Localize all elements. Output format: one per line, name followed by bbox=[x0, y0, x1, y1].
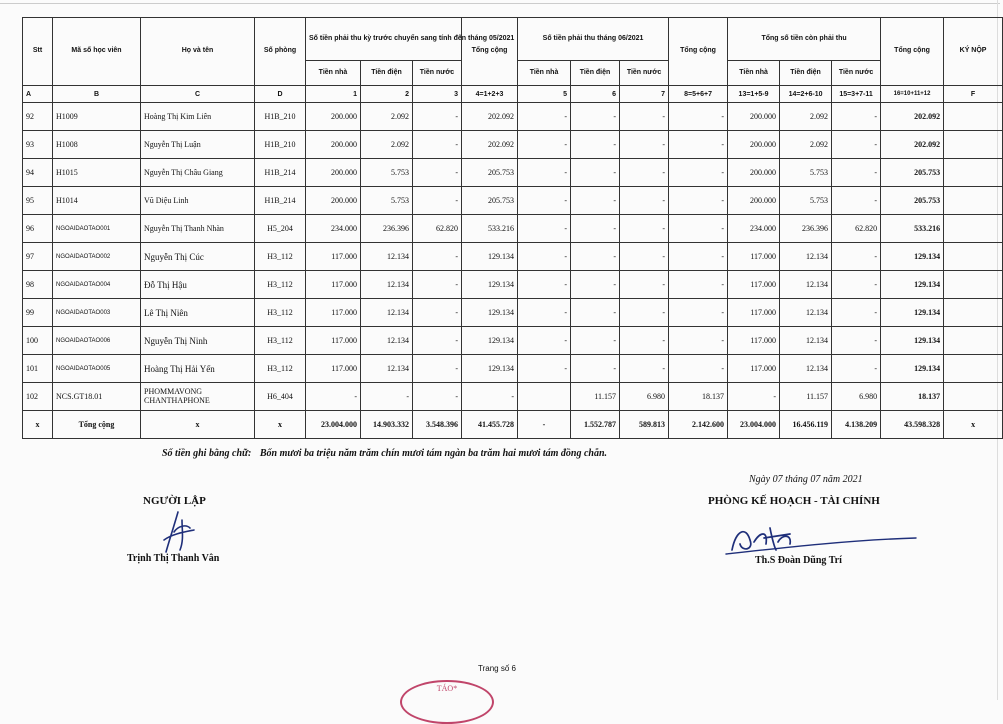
cell-name: Nguyễn Thị Cúc bbox=[141, 243, 255, 271]
cell-t1: 205.753 bbox=[462, 187, 518, 215]
table-row bbox=[23, 103, 1003, 131]
cell-c15: - bbox=[832, 271, 881, 299]
cell-c13: - bbox=[728, 383, 780, 411]
total-cell-c5: - bbox=[518, 411, 571, 439]
cell-c2: 12.134 bbox=[361, 355, 413, 383]
cell-t3: 129.134 bbox=[881, 327, 944, 355]
cell-stt: 95 bbox=[23, 187, 53, 215]
cell-c14: 12.134 bbox=[780, 327, 832, 355]
cell-t3: 205.753 bbox=[881, 159, 944, 187]
cell-c14: 11.157 bbox=[780, 383, 832, 411]
cell-sign bbox=[944, 383, 1003, 411]
cell-code: H1008 bbox=[53, 131, 141, 159]
cell-code: H1014 bbox=[53, 187, 141, 215]
cell-c13: 117.000 bbox=[728, 299, 780, 327]
cell-code: NGOAIDAOTAO001 bbox=[53, 215, 141, 243]
cell-c5: - bbox=[518, 131, 571, 159]
index-cell: 4=1+2+3 bbox=[462, 86, 518, 103]
cell-c5: - bbox=[518, 271, 571, 299]
index-cell: A bbox=[23, 86, 53, 103]
cell-c5: - bbox=[518, 187, 571, 215]
cell-t1: - bbox=[462, 383, 518, 411]
cell-c7: - bbox=[620, 159, 669, 187]
cell-c13: 117.000 bbox=[728, 271, 780, 299]
index-cell: 2 bbox=[361, 86, 413, 103]
cell-stt: 98 bbox=[23, 271, 53, 299]
index-cell: C bbox=[141, 86, 255, 103]
cell-c6: - bbox=[571, 327, 620, 355]
cell-c15: 62.820 bbox=[832, 215, 881, 243]
cell-c15: - bbox=[832, 355, 881, 383]
cell-name: Hoàng Thị Kim Liên bbox=[141, 103, 255, 131]
cell-t1: 533.216 bbox=[462, 215, 518, 243]
cell-c5: - bbox=[518, 159, 571, 187]
sub-water: Tiền nước bbox=[413, 61, 462, 86]
index-cell: 5 bbox=[518, 86, 571, 103]
cell-c1: 200.000 bbox=[306, 131, 361, 159]
sub-electric: Tiền điện bbox=[571, 61, 620, 86]
cell-c13: 200.000 bbox=[728, 187, 780, 215]
department-title: PHÒNG KẾ HOẠCH - TÀI CHÍNH bbox=[708, 495, 880, 507]
department-signature-icon bbox=[720, 520, 920, 560]
cell-c6: - bbox=[571, 103, 620, 131]
index-cell: D bbox=[255, 86, 306, 103]
cell-c6: - bbox=[571, 271, 620, 299]
cell-room: H1B_214 bbox=[255, 187, 306, 215]
cell-t2: - bbox=[669, 215, 728, 243]
cell-sign bbox=[944, 327, 1003, 355]
table-row bbox=[23, 327, 1003, 355]
sub-rent: Tiền nhà bbox=[728, 61, 780, 86]
cell-t1: 129.134 bbox=[462, 271, 518, 299]
cell-t1: 129.134 bbox=[462, 355, 518, 383]
cell-c3: - bbox=[413, 131, 462, 159]
cell-room: H1B_210 bbox=[255, 131, 306, 159]
cell-c5: - bbox=[518, 243, 571, 271]
cell-name: Nguyễn Thị Luận bbox=[141, 131, 255, 159]
cell-sign bbox=[944, 355, 1003, 383]
cell-c15: - bbox=[832, 159, 881, 187]
total-cell-c6: 1.552.787 bbox=[571, 411, 620, 439]
cell-c1: 117.000 bbox=[306, 271, 361, 299]
total-cell-x1: x bbox=[141, 411, 255, 439]
department-head-name: Th.S Đoàn Dũng Trí bbox=[755, 555, 842, 566]
cell-t1: 129.134 bbox=[462, 327, 518, 355]
header-row-1 bbox=[23, 18, 1003, 61]
cell-stt: 101 bbox=[23, 355, 53, 383]
cell-c15: - bbox=[832, 131, 881, 159]
cell-c1: 117.000 bbox=[306, 299, 361, 327]
amount-in-words bbox=[162, 448, 607, 459]
col-total-1: Tổng cộng bbox=[462, 18, 518, 86]
col-room: Số phòng bbox=[255, 18, 306, 86]
cell-c3: - bbox=[413, 327, 462, 355]
cell-sign bbox=[944, 159, 1003, 187]
total-cell-sign: x bbox=[944, 411, 1003, 439]
page-number: Trang số 6 bbox=[478, 664, 516, 673]
cell-c14: 2.092 bbox=[780, 103, 832, 131]
index-cell: 14=2+6-10 bbox=[780, 86, 832, 103]
cell-c15: - bbox=[832, 299, 881, 327]
cell-t3: 129.134 bbox=[881, 243, 944, 271]
cell-c5 bbox=[518, 383, 571, 411]
cell-c7: 6.980 bbox=[620, 383, 669, 411]
cell-c6: - bbox=[571, 299, 620, 327]
cell-sign bbox=[944, 103, 1003, 131]
cell-c14: 5.753 bbox=[780, 187, 832, 215]
cell-c7: - bbox=[620, 103, 669, 131]
cell-c14: 12.134 bbox=[780, 271, 832, 299]
cell-t2: - bbox=[669, 299, 728, 327]
cell-c15: 6.980 bbox=[832, 383, 881, 411]
cell-sign bbox=[944, 299, 1003, 327]
cell-room: H1B_210 bbox=[255, 103, 306, 131]
cell-t3: 129.134 bbox=[881, 355, 944, 383]
cell-c15: - bbox=[832, 327, 881, 355]
cell-room: H3_112 bbox=[255, 327, 306, 355]
cell-name: Nguyễn Thị Châu Giang bbox=[141, 159, 255, 187]
cell-name: Nguyễn Thị Ninh bbox=[141, 327, 255, 355]
cell-c6: - bbox=[571, 159, 620, 187]
cell-c5: - bbox=[518, 299, 571, 327]
total-cell-c1: 23.004.000 bbox=[306, 411, 361, 439]
cell-c14: 12.134 bbox=[780, 243, 832, 271]
cell-code: H1015 bbox=[53, 159, 141, 187]
cell-t1: 202.092 bbox=[462, 131, 518, 159]
cell-room: H5_204 bbox=[255, 215, 306, 243]
sub-rent: Tiền nhà bbox=[518, 61, 571, 86]
cell-c15: - bbox=[832, 243, 881, 271]
total-cell-t1: 41.455.728 bbox=[462, 411, 518, 439]
table-row bbox=[23, 187, 1003, 215]
cell-c2: 12.134 bbox=[361, 271, 413, 299]
index-cell: 15=3+7-11 bbox=[832, 86, 881, 103]
cell-t2: - bbox=[669, 131, 728, 159]
cell-c6: 11.157 bbox=[571, 383, 620, 411]
index-row bbox=[23, 86, 1003, 103]
cell-sign bbox=[944, 131, 1003, 159]
cell-stt: 99 bbox=[23, 299, 53, 327]
cell-c14: 2.092 bbox=[780, 131, 832, 159]
amount-in-words-value: Bốn mươi ba triệu năm trăm chín mươi tám ngàn ba trăm hai mươi tám đồng chẵn. bbox=[259, 448, 608, 459]
cell-c3: - bbox=[413, 299, 462, 327]
cell-stt: 100 bbox=[23, 327, 53, 355]
group-outstanding: Tổng số tiền còn phải thu bbox=[728, 18, 881, 61]
cell-c2: 12.134 bbox=[361, 299, 413, 327]
index-cell: 1 bbox=[306, 86, 361, 103]
cell-c1: 117.000 bbox=[306, 243, 361, 271]
cell-c1: 117.000 bbox=[306, 327, 361, 355]
cell-t2: - bbox=[669, 243, 728, 271]
total-cell-t2: 2.142.600 bbox=[669, 411, 728, 439]
cell-t3: 202.092 bbox=[881, 103, 944, 131]
index-cell: B bbox=[53, 86, 141, 103]
index-cell: F bbox=[944, 86, 1003, 103]
table-row bbox=[23, 355, 1003, 383]
cell-c3: - bbox=[413, 355, 462, 383]
cell-c2: 5.753 bbox=[361, 187, 413, 215]
cell-c14: 5.753 bbox=[780, 159, 832, 187]
cell-code: H1009 bbox=[53, 103, 141, 131]
cell-name: Hoàng Thị Hải Yến bbox=[141, 355, 255, 383]
col-signature: KÝ NỘP bbox=[944, 18, 1003, 86]
cell-c3: - bbox=[413, 243, 462, 271]
total-cell-c14: 16.456.119 bbox=[780, 411, 832, 439]
col-stt: Stt bbox=[23, 18, 53, 86]
index-cell: 16=10+11+12 bbox=[881, 86, 944, 103]
cell-t3: 205.753 bbox=[881, 187, 944, 215]
cell-c1: 234.000 bbox=[306, 215, 361, 243]
cell-t2: - bbox=[669, 271, 728, 299]
cell-c7: - bbox=[620, 271, 669, 299]
cell-c6: - bbox=[571, 243, 620, 271]
cell-t2: - bbox=[669, 187, 728, 215]
cell-c7: - bbox=[620, 131, 669, 159]
cell-name: Nguyễn Thị Thanh Nhàn bbox=[141, 215, 255, 243]
cell-t2: - bbox=[669, 327, 728, 355]
cell-c15: - bbox=[832, 103, 881, 131]
cell-c1: 117.000 bbox=[306, 355, 361, 383]
cell-c13: 234.000 bbox=[728, 215, 780, 243]
cell-code: NGOAIDAOTAO003 bbox=[53, 299, 141, 327]
cell-t2: - bbox=[669, 103, 728, 131]
cell-c3: - bbox=[413, 271, 462, 299]
cell-t3: 129.134 bbox=[881, 271, 944, 299]
cell-c3: - bbox=[413, 103, 462, 131]
cell-code: NGOAIDAOTAO004 bbox=[53, 271, 141, 299]
cell-name: Vũ Diệu Linh bbox=[141, 187, 255, 215]
cell-t1: 129.134 bbox=[462, 243, 518, 271]
total-cell-c15: 4.138.209 bbox=[832, 411, 881, 439]
cell-stt: 96 bbox=[23, 215, 53, 243]
cell-c7: - bbox=[620, 327, 669, 355]
cell-c7: - bbox=[620, 355, 669, 383]
stamp-icon: TÁO* bbox=[400, 680, 494, 724]
cell-t3: 533.216 bbox=[881, 215, 944, 243]
cell-c2: 2.092 bbox=[361, 103, 413, 131]
index-cell: 3 bbox=[413, 86, 462, 103]
sub-electric: Tiền điện bbox=[780, 61, 832, 86]
cell-room: H3_112 bbox=[255, 299, 306, 327]
cell-c6: - bbox=[571, 131, 620, 159]
total-cell-stt: x bbox=[23, 411, 53, 439]
cell-c1: - bbox=[306, 383, 361, 411]
cell-stt: 93 bbox=[23, 131, 53, 159]
cell-c2: 2.092 bbox=[361, 131, 413, 159]
total-row bbox=[23, 411, 1003, 439]
cell-c1: 200.000 bbox=[306, 187, 361, 215]
sub-electric: Tiền điện bbox=[361, 61, 413, 86]
cell-c13: 200.000 bbox=[728, 131, 780, 159]
cell-room: H3_112 bbox=[255, 243, 306, 271]
cell-code: NGOAIDAOTAO002 bbox=[53, 243, 141, 271]
cell-c6: - bbox=[571, 215, 620, 243]
cell-room: H3_112 bbox=[255, 271, 306, 299]
cell-t2: - bbox=[669, 159, 728, 187]
cell-c3: - bbox=[413, 187, 462, 215]
cell-c6: - bbox=[571, 187, 620, 215]
cell-name: PHOMMAVONG CHANTHAPHONE bbox=[141, 383, 255, 411]
cell-c5: - bbox=[518, 215, 571, 243]
cell-c2: 12.134 bbox=[361, 243, 413, 271]
cell-t3: 129.134 bbox=[881, 299, 944, 327]
index-cell: 7 bbox=[620, 86, 669, 103]
cell-c3: 62.820 bbox=[413, 215, 462, 243]
cell-c7: - bbox=[620, 187, 669, 215]
total-cell-c3: 3.548.396 bbox=[413, 411, 462, 439]
group-june: Số tiền phải thu tháng 06/2021 bbox=[518, 18, 669, 61]
cell-c6: - bbox=[571, 355, 620, 383]
cell-sign bbox=[944, 243, 1003, 271]
cell-c14: 12.134 bbox=[780, 299, 832, 327]
col-student-code: Mã số học viên bbox=[53, 18, 141, 86]
table-row bbox=[23, 299, 1003, 327]
cell-room: H3_112 bbox=[255, 355, 306, 383]
group-previous-period: Số tiền phải thu kỳ trước chuyển sang tính đến tháng 05/2021 bbox=[306, 18, 462, 61]
cell-c2: 5.753 bbox=[361, 159, 413, 187]
total-cell-t3: 43.598.328 bbox=[881, 411, 944, 439]
page-edge-top bbox=[0, 3, 1000, 4]
sub-water: Tiền nước bbox=[832, 61, 881, 86]
col-total-3: Tổng cộng bbox=[881, 18, 944, 86]
cell-name: Đỗ Thị Hậu bbox=[141, 271, 255, 299]
table-row bbox=[23, 243, 1003, 271]
cell-c2: 12.134 bbox=[361, 327, 413, 355]
document-date: Ngày 07 tháng 07 năm 2021 bbox=[749, 474, 863, 485]
cell-t2: 18.137 bbox=[669, 383, 728, 411]
cell-c1: 200.000 bbox=[306, 159, 361, 187]
cell-c14: 12.134 bbox=[780, 355, 832, 383]
cell-c13: 117.000 bbox=[728, 327, 780, 355]
cell-c14: 236.396 bbox=[780, 215, 832, 243]
total-cell-label: Tổng cộng bbox=[53, 411, 141, 439]
cell-code: NGOAIDAOTAO006 bbox=[53, 327, 141, 355]
cell-sign bbox=[944, 215, 1003, 243]
cell-c7: - bbox=[620, 243, 669, 271]
table-row bbox=[23, 215, 1003, 243]
cell-t2: - bbox=[669, 355, 728, 383]
index-cell: 13=1+5-9 bbox=[728, 86, 780, 103]
cell-c13: 200.000 bbox=[728, 103, 780, 131]
cell-name: Lê Thị Niên bbox=[141, 299, 255, 327]
cell-t3: 202.092 bbox=[881, 131, 944, 159]
index-cell: 6 bbox=[571, 86, 620, 103]
cell-c5: - bbox=[518, 355, 571, 383]
cell-code: NCS.GT18.01 bbox=[53, 383, 141, 411]
total-cell-c2: 14.903.332 bbox=[361, 411, 413, 439]
total-cell-c7: 589.813 bbox=[620, 411, 669, 439]
cell-c3: - bbox=[413, 159, 462, 187]
table-row bbox=[23, 159, 1003, 187]
preparer-signature-icon bbox=[160, 510, 200, 556]
cell-sign bbox=[944, 187, 1003, 215]
cell-c1: 200.000 bbox=[306, 103, 361, 131]
cell-stt: 94 bbox=[23, 159, 53, 187]
cell-t1: 205.753 bbox=[462, 159, 518, 187]
cell-stt: 97 bbox=[23, 243, 53, 271]
cell-t1: 202.092 bbox=[462, 103, 518, 131]
cell-t3: 18.137 bbox=[881, 383, 944, 411]
col-total-2: Tổng cộng bbox=[669, 18, 728, 86]
cell-c7: - bbox=[620, 299, 669, 327]
col-full-name: Họ và tên bbox=[141, 18, 255, 86]
table-body bbox=[23, 86, 1003, 439]
cell-c13: 117.000 bbox=[728, 243, 780, 271]
cell-c7: - bbox=[620, 215, 669, 243]
amount-in-words-label: Số tiền ghi bằng chữ: bbox=[162, 448, 252, 459]
cell-c5: - bbox=[518, 327, 571, 355]
table-row bbox=[23, 131, 1003, 159]
cell-stt: 92 bbox=[23, 103, 53, 131]
cell-room: H1B_214 bbox=[255, 159, 306, 187]
total-cell-c13: 23.004.000 bbox=[728, 411, 780, 439]
preparer-name: Trịnh Thị Thanh Vân bbox=[127, 553, 220, 564]
cell-t1: 129.134 bbox=[462, 299, 518, 327]
sub-water: Tiền nước bbox=[620, 61, 669, 86]
preparer-title: NGƯỜI LẬP bbox=[143, 495, 206, 507]
sub-rent: Tiền nhà bbox=[306, 61, 361, 86]
cell-c5: - bbox=[518, 103, 571, 131]
cell-c15: - bbox=[832, 187, 881, 215]
cell-c13: 117.000 bbox=[728, 355, 780, 383]
cell-stt: 102 bbox=[23, 383, 53, 411]
cell-sign bbox=[944, 271, 1003, 299]
cell-c2: - bbox=[361, 383, 413, 411]
table-row bbox=[23, 383, 1003, 411]
index-cell: 8=5+6+7 bbox=[669, 86, 728, 103]
cell-c2: 236.396 bbox=[361, 215, 413, 243]
cell-c13: 200.000 bbox=[728, 159, 780, 187]
table-row bbox=[23, 271, 1003, 299]
cell-c3: - bbox=[413, 383, 462, 411]
fee-table bbox=[22, 17, 1003, 439]
cell-room: H6_404 bbox=[255, 383, 306, 411]
cell-code: NGOAIDAOTAO005 bbox=[53, 355, 141, 383]
total-cell-x2: x bbox=[255, 411, 306, 439]
